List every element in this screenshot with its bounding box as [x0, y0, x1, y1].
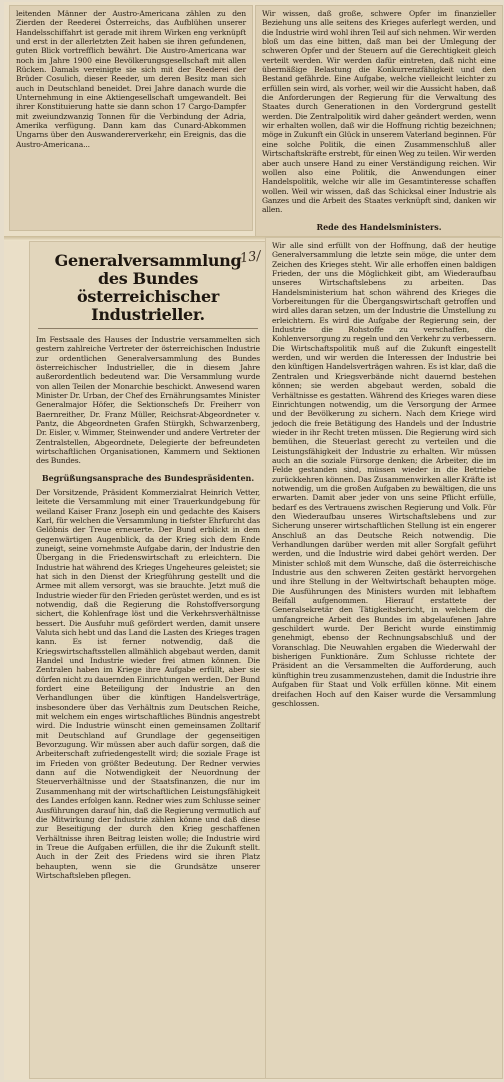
- handwritten-page-number: 13/: [239, 248, 262, 267]
- clipping-text: leitenden Männer der Austro-Americana zählen zu den Zierden der Reederei Österreichs, das Aufblühen unserer Handelsschiffahrt ist gerade mit ihrem Wirken eng verknüpft und erst in der allerletzten Zeit haben sie ihren gefundenen, guten Blick vortrefflich bewährt. Die Austro-Americana war noch im Jahre 1900 eine Bevölkerungsgesellschaft mit allen Rücken. Damals vereinigte sie sich mit der Reederei der Brüder Cosulich, dieser Reeder, um deren Besitz man sich auch in Deutschland beneidet. Drei Jahre danach wurde die Unternehmung in eine Aktiengesellschaft umgewandelt. Bei ihrer Konstituierung hatte sie dann schon 17 Cargo-Dampfer mit zweiundzwanzig Tonnen für die Verbindung der Adria, Amerika verfügung. Dann kam das Cunard-Abkommen Ungarns über den Auswandererverkehr, ein Ereignis, das die Austro-Americana...: [16, 9, 246, 149]
- clipping-top-left: [10, 6, 252, 230]
- article-title: Generalversammlung des Bundes österreichischer Industrieller.: [54, 251, 242, 324]
- section-subheading: Begrüßungsansprache des Bundespräsidenten.: [41, 472, 255, 483]
- article-intro: Im Festsaale des Hauses der Industrie versammelten sich gestern zahlreiche Vertreter der österreichischen Industrie zur ordentlichen Generalversammlung des Bundes österreichischer Industrieller, die in diesem Jahre außerordentlich bedeutend war. Die Versammlung wurde von allen Teilen der Monarchie beschickt. Anwesend waren Minister Dr. Urban, der Chef des Ernährungsamtes Minister Generalmajor Höfer, die Sektionschefs Dr. Freiherr von Baernreither, Dr. Franz Müller, Reichsrat-Abgeordneter v. Pantz, die Abgeordneten Grafen Stürgkh, Schwarzenberg, Dr. Eisler, v. Wimmer, Steinwender und andere Vertreter der Zentralstellen, Abgeordnete, Delegierte der befreundeten wirtschaftlichen Organisationen, Kammern und Sektionen des Bundes.: [36, 335, 260, 466]
- newspaper-sheet: [4, 2, 500, 1080]
- article-body: Der Vorsitzende, Präsident Kommerzialrat Heinrich Vetter, leitete die Versammlung mit einer Trauerkundgebung für weiland Kaiser Franz Joseph ein und gedachte des Kaisers Karl, für welchen die Versammlung in tiefster Ehrfurcht das Gelöbnis der Treue erneuerte. Der Bund erblickt in dem gegenwärtigen Augenblick, da der Krieg sich dem Ende zuneigt, seine vornehmste Aufgabe darin, der Industrie den Übergang in die Friedenswirtschaft zu erleichtern. Die Industrie hat während des Krieges Ungeheures geleistet; sie hat sich in den Dienst der Kriegführung gestellt und die Armee mit allem versorgt, was sie brauchte. Jetzt muß die Industrie wieder für den Frieden gerüstet werden, und es ist notwendig, daß die Regierung die Rohstoffversorgung sichert, die Kohlenfrage löst und die Verkehrsverhältnisse bessert. Die Ausfuhr muß gefördert werden, damit unsere Valuta sich hebt und das Land die Lasten des Krieges tragen kann. Es ist ferner notwendig, daß die Kriegswirtschaftsstellen allmählich abgebaut werden, damit Handel und Industrie wieder frei atmen können. Die Zentralen haben im Kriege ihre Aufgabe erfüllt, aber sie dürfen nicht zu dauernden Einrichtungen werden. Der Bund fordert eine Beteiligung der Industrie an den Verhandlungen über die künftigen Handelsverträge, insbesondere über das Verhältnis zum Deutschen Reiche, mit welchem ein enges wirtschaftliches Bündnis angestrebt wird. Die Industrie wünscht einen gemeinsamen Zolltarif mit Deutschland auf Grundlage der gegenseitigen Bevorzugung. Wir müssen aber auch dafür sorgen, daß die Arbeiterschaft zufriedengestellt wird; die soziale Frage ist im Frieden von größter Bedeutung. Der Redner verwies dann auf die Notwendigkeit der Neuordnung der Steuerverhältnisse und der Staatsfinanzen, die nur im Zusammenhang mit der wirtschaftlichen Leistungsfähigkeit des Landes erfolgen kann. Redner wies zum Schlusse seiner Ausführungen darauf hin, daß die Regierung vermutlich auf die Mitwirkung der Industrie zählen könne und daß diese zur Beseitigung der durch den Krieg geschaffenen Verhältnisse ihren Beitrag leisten wolle; die Industrie wird in Treue die Aufgaben erfüllen, die ihr die Zukunft stellt. Auch in der Zeit des Friedens wird sie ihren Platz behaupten, wenn sie die Grundsätze unserer Wirtschaftsleben pflegen.: [36, 487, 260, 880]
- article-left-column: [30, 242, 266, 1078]
- article-body: Wir alle sind erfüllt von der Hoffnung, daß der heutige Generalversammlung die letzte sein möge, die unter dem Zeichen des Krieges steht. Wir alle erhoffen einen baldigen Frieden, der uns die Möglichkeit gibt, am Wiederaufbau unseres Wirtschaftslebens zu arbeiten. Das Handelsministerium hat schon während des Krieges die Vorbereitungen für die Übergangswirtschaft getroffen und wird alles daran setzen, um der Industrie die Umstellung zu erleichtern. Es wird die Aufgabe der Regierung sein, der Industrie die Rohstoffe zu verschaffen, die Kohlenversorgung zu regeln und den Verkehr zu verbessern. Die Wirtschaftspolitik muß auf die Zukunft eingestellt werden, und wir werden die Interessen der Industrie bei den künftigen Handelsverträgen wahren. Es ist klar, daß die Zentralen und Kriegsverbände nicht dauernd bestehen können; sie werden abgebaut werden, sobald die Verhältnisse es gestatten. Während des Krieges waren diese Einrichtungen notwendig, um die Versorgung der Armee und der Bevölkerung zu sichern. Nach dem Kriege wird jedoch die freie Betätigung des Handels und der Industrie wieder in ihr Recht treten müssen. Die Regierung wird sich bemühen, die Steuerlast gerecht zu verteilen und die Leistungsfähigkeit der Industrie zu erhalten. Wir müssen auch an die soziale Fürsorge denken; die Arbeiter, die im Felde gestanden sind, müssen wieder in die Betriebe zurückkehren können. Das Zusammenwirken aller Kräfte ist notwendig, um die großen Aufgaben zu bewältigen, die uns erwarten. Damit aber jeder von uns seine Pflicht erfülle, bedarf es des Vertrauens zwischen Regierung und Volk. Für den Wiederaufbau unseres Wirtschaftslebens und zur Sicherung unserer wirtschaftlichen Stellung ist ein engerer Anschluß an das Deutsche Reich notwendig. Die Verhandlungen darüber werden mit aller Sorgfalt geführt werden, und die Industrie wird dabei gehört werden. Der Minister schloß mit dem Wunsche, daß die österreichische Industrie aus den schweren Zeiten gestärkt hervorgehen und ihre Stellung in der Weltwirtschaft behaupten möge. Die Ausführungen des Ministers wurden mit lebhaftem Beifall aufgenommen. Hierauf erstattete der Generalsekretär den Tätigkeitsbericht, in welchem die umfangreiche Arbeit des Bundes im abgelaufenen Jahre geschildert wurde. Der Bericht wurde einstimmig genehmigt, ebenso der Rechnungsabschluß und der Voranschlag. Die Neuwahlen ergaben die Wiederwahl der bisherigen Funktionäre. Zum Schlusse richtete der Präsident an die Versammelten die Aufforderung, auch künftighin treu zusammenzustehen, damit die Industrie ihre Aufgaben für Staat und Volk erfüllen könne. Mit einem dreifachen Hoch auf den Kaiser wurde die Versammlung geschlossen.: [272, 241, 496, 708]
- divider: [38, 328, 258, 329]
- article-right-column: [266, 238, 502, 1078]
- clipping-text: Wir wissen, daß große, schwere Opfer im finanzieller Beziehung uns alle seitens des Krieges auferlegt werden, und die Industrie wird wohl ihren Teil auf sich nehmen. Wir werden bloß um das eine bitten, daß man bei der Umlegung der schweren Opfer und der Steuern auf die Gerechtigkeit gleich verteilt werden. Wir werden dafür eintreten, daß nicht eine übermäßige Belastung die Konkurrenzfähigkeit und den Bestand gefährde. Eine Aufgabe, welche vielleicht leichter zu erfüllen sein wird, als vorher, weil wir die Aussicht haben, daß die Anforderungen der Regierung für die Verwaltung des Staates durch Generationen in den Vordergrund gestellt werden. Die Zentralpolitik wird daher geändert werden, wenn wir erhalten wollen, daß wir die Hoffnung richtig bezeichnen; möge in Zukunft ein Glück in unserem Vaterland beginnen. Für eine solche Politik, die einen Zusammenschluß aller Wirtschaftskräfte erstrebt, für einen Weg zu teilen. Wir werden aber auch unsere Hand zu einer Verständigung reichen. Wir wollen also eine Politik, die Anwendungen einer Handelspolitik, welche wir alle im Gesamtinteresse schaffen wollen. Weil wir wissen, daß das Schicksal einer Industrie als Ganzes und die Arbeit des Staates verknüpft sind, danken wir allen.: [262, 9, 496, 215]
- section-subheading: Rede des Handelsministers.: [316, 221, 442, 232]
- clipping-top-right: [256, 6, 502, 238]
